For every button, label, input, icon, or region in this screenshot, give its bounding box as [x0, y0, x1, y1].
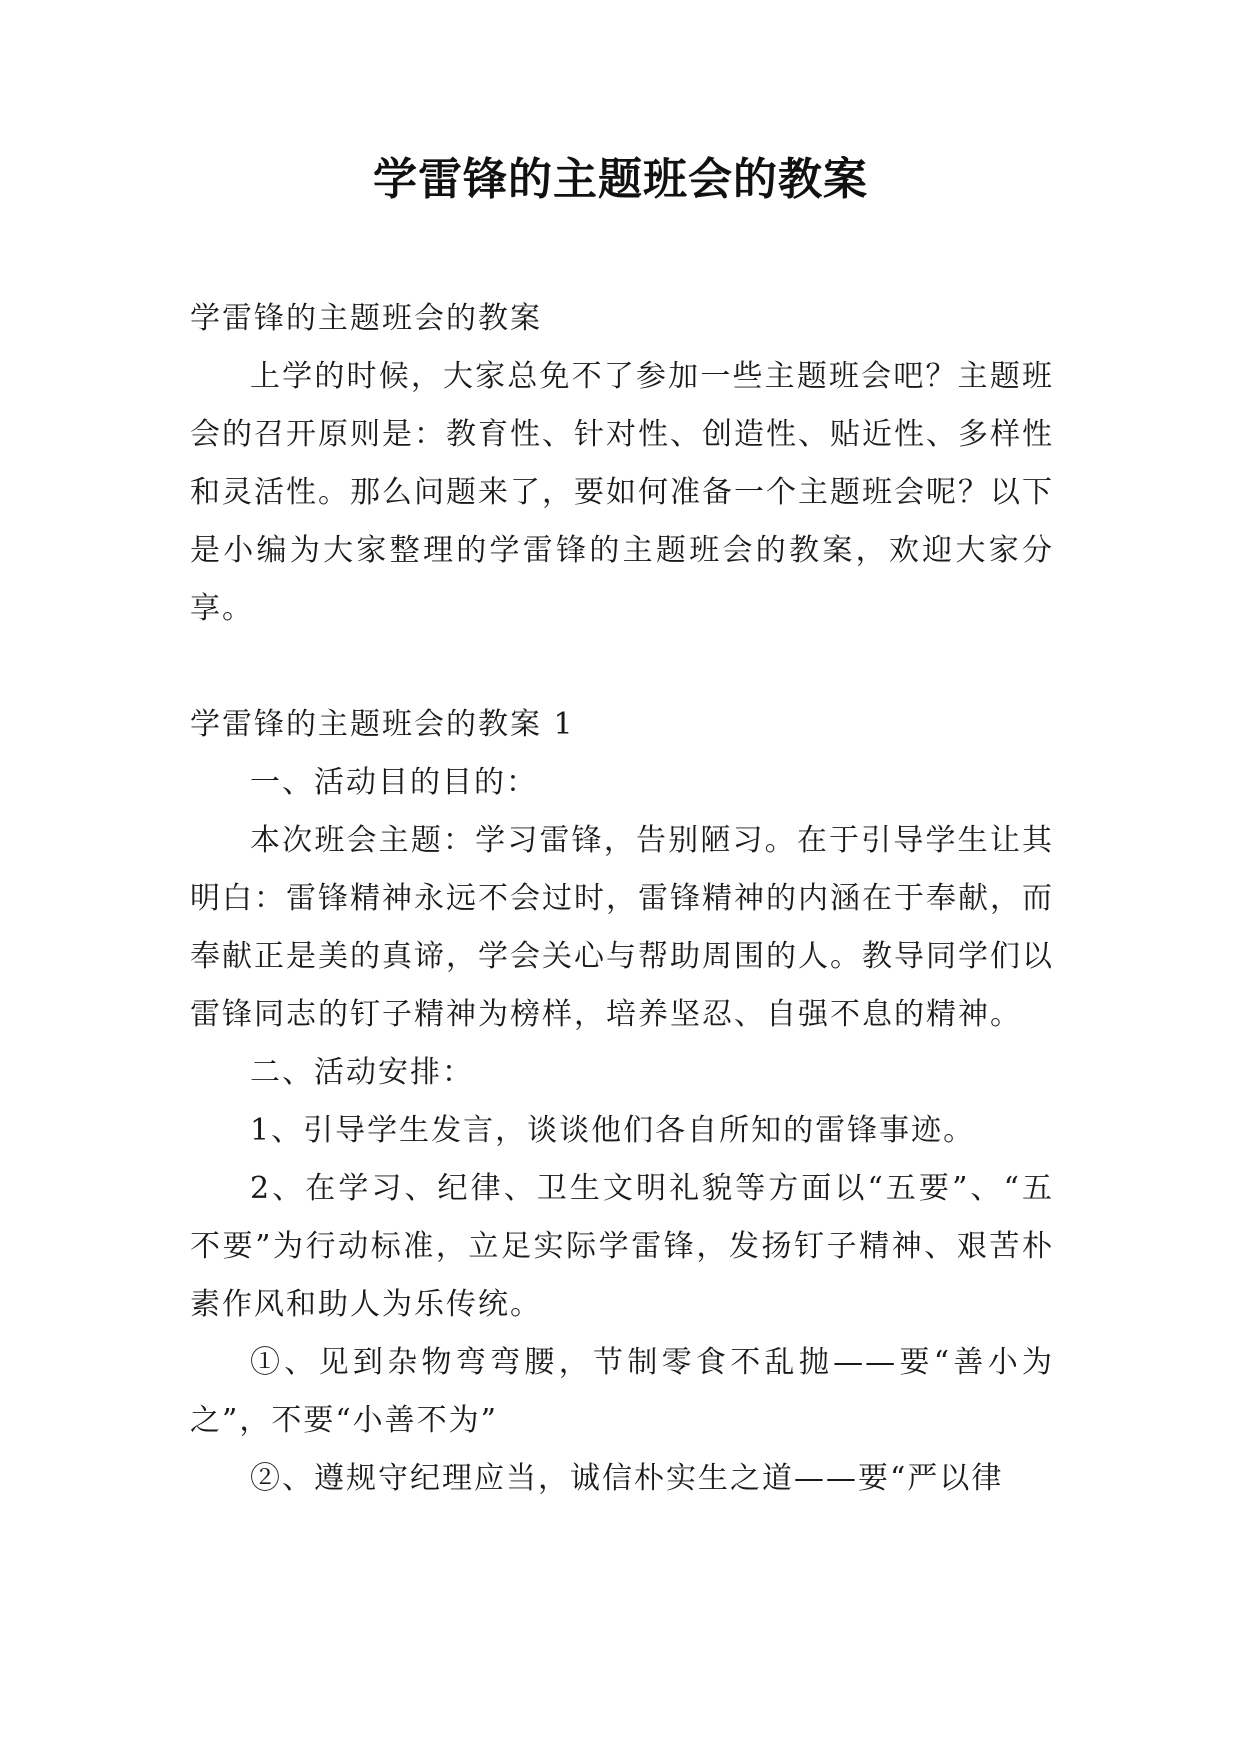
document-title: 学雷锋的主题班会的教案	[373, 154, 868, 205]
intro-block	[190, 290, 1054, 638]
arrangement-item-1: 1、引导学生发言，谈谈他们各自所知的雷锋事迹。	[250, 1113, 976, 1148]
arrangement-sub-item-2: ②、遵规守纪理应当，诚信朴实生之道——要“严以律	[250, 1461, 1004, 1496]
arrangement-sub-item-1: ①、见到杂物弯弯腰，节制零食不乱抛——要“善小为之”，不要“小善不为”	[190, 1345, 1054, 1438]
purpose-paragraph: 本次班会主题：学习雷锋，告别陋习。在于引导学生让其明白：雷锋精神永远不会过时，雷锋精神的内涵在于奉献，而奉献正是美的真谛，学会关心与帮助周围的人。教导同学们以雷锋同志的钉子精神为榜样，培养坚忍、自强不息的精神。	[190, 823, 1054, 1032]
arrangement-title: 二、活动安排：	[250, 1055, 474, 1090]
section-1-block	[190, 696, 1054, 1508]
intro-paragraph: 上学的时候，大家总免不了参加一些主题班会吧？主题班会的召开原则是：教育性、针对性、创造性、贴近性、多样性和灵活性。那么问题来了，要如何准备一个主题班会呢？以下是小编为大家整理的学雷锋的主题班会的教案，欢迎大家分享。	[190, 359, 1054, 626]
intro-heading: 学雷锋的主题班会的教案	[190, 301, 542, 336]
section-1-heading: 学雷锋的主题班会的教案 1	[190, 707, 575, 742]
arrangement-item-2: 2、在学习、纪律、卫生文明礼貌等方面以“五要”、“五不要”为行动标准，立足实际学雷锋，发扬钉子精神、艰苦朴素作风和助人为乐传统。	[190, 1171, 1054, 1322]
purpose-title: 一、活动目的目的：	[250, 765, 538, 800]
